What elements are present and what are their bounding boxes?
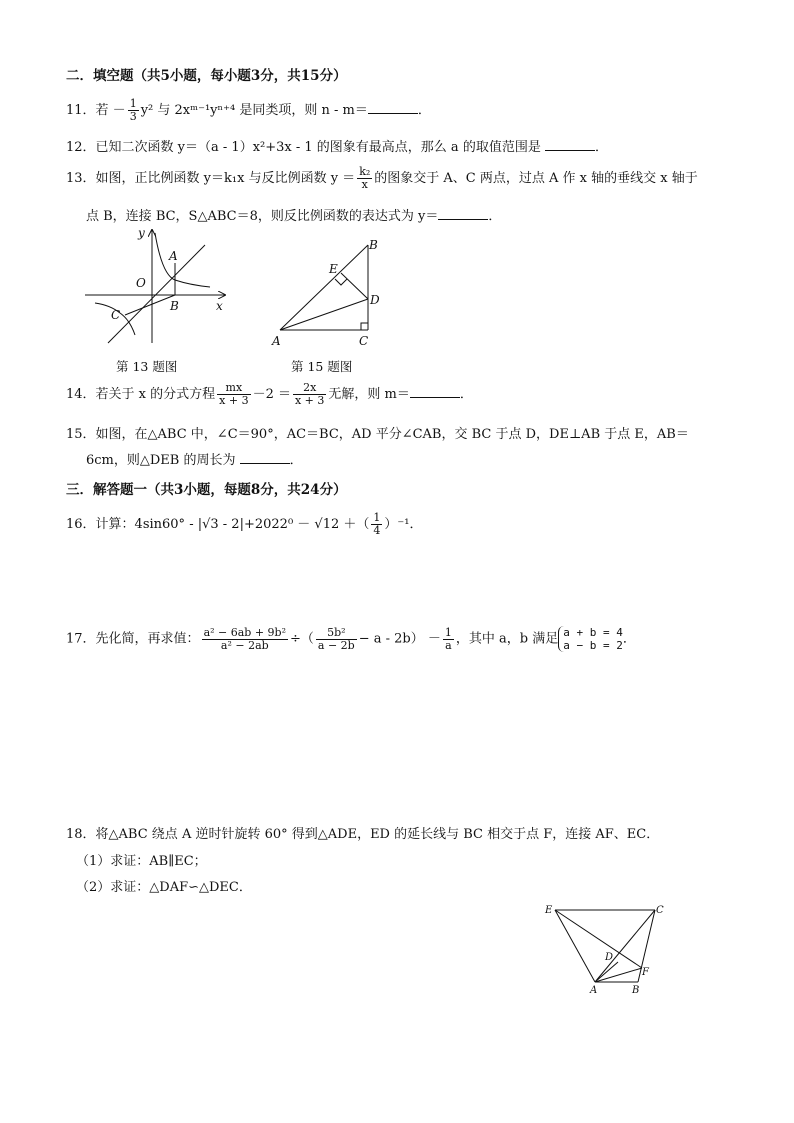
question-11 bbox=[66, 98, 431, 123]
q17-f3-den: a bbox=[445, 638, 452, 652]
q17-f1-den: a² − 2ab bbox=[220, 638, 269, 652]
q16-frac-num: 1 bbox=[373, 511, 381, 524]
label-a: A bbox=[169, 249, 178, 263]
segment-ab bbox=[280, 245, 368, 330]
segment-bc bbox=[125, 295, 175, 315]
q12-answer-blank[interactable] bbox=[545, 138, 595, 151]
q17-f1-num: a² − 6ab + 9b² bbox=[203, 625, 286, 639]
q17-div: ÷（ bbox=[290, 631, 314, 647]
q14-f2-num: 2x bbox=[293, 382, 326, 395]
q14-f2-den: x + 3 bbox=[294, 394, 325, 407]
question-14 bbox=[66, 382, 473, 407]
label-d: D bbox=[605, 952, 614, 963]
q14-mid: －2 ＝ bbox=[252, 387, 291, 402]
segment-ad bbox=[280, 299, 368, 330]
label-d: D bbox=[370, 293, 380, 307]
q11-frac-den: 3 bbox=[129, 110, 137, 123]
question-15 bbox=[66, 423, 689, 442]
q17-f2-num: 5b² bbox=[316, 627, 357, 640]
q14-number: 14． bbox=[66, 387, 96, 402]
q12-text: 已知二次函数 y＝（a - 1）x²+3x - 1 的图象有最高点，那么 a 的取值范围是 bbox=[95, 140, 541, 155]
hyperbola-branch-1 bbox=[155, 233, 210, 287]
question-16 bbox=[66, 512, 422, 537]
q11-post: ． bbox=[417, 103, 431, 118]
q12-post: ． bbox=[594, 140, 608, 155]
q14-f1-num: mx bbox=[217, 382, 250, 395]
q11-fraction bbox=[128, 98, 139, 123]
proportional-line bbox=[108, 245, 205, 343]
q14-pre: 若关于 x 的分式方程 bbox=[95, 387, 216, 402]
label-c: C bbox=[359, 334, 369, 348]
right-angle-e bbox=[335, 279, 347, 285]
q12-number: 12． bbox=[66, 140, 96, 155]
q14-fraction-1 bbox=[217, 382, 250, 407]
label-y: y bbox=[138, 226, 145, 240]
q17-fraction-3 bbox=[443, 627, 454, 652]
label-e: E bbox=[329, 262, 338, 276]
segment-ea bbox=[555, 910, 595, 982]
right-angle-c bbox=[361, 323, 368, 330]
label-c: C bbox=[111, 308, 121, 322]
figure-15-caption: 第 15 题图 bbox=[291, 359, 353, 374]
section2-title: 二．填空题（共5小题，每小题3分，共15分） bbox=[66, 68, 347, 84]
label-f: F bbox=[642, 967, 649, 978]
question-15-line2 bbox=[86, 449, 303, 468]
q13-line1-pre: 如图，正比例函数 y＝k₁x 与反比例函数 y ＝ bbox=[95, 171, 356, 186]
q16-post: ）⁻¹． bbox=[384, 517, 423, 532]
label-a: A bbox=[272, 334, 281, 348]
q15-post: ． bbox=[289, 453, 303, 468]
q17-fraction-1 bbox=[202, 627, 288, 652]
q15-line1: 如图，在△ABC 中，∠C＝90°，AC＝BC，AD 平分∠CAB，交 BC 于点 D，DE⊥AB 于点 E，AB＝ bbox=[95, 427, 689, 442]
figure-18 bbox=[540, 900, 670, 995]
q14-fraction-2 bbox=[293, 382, 326, 407]
figure-15 bbox=[268, 235, 388, 350]
q16-number: 16． bbox=[66, 517, 96, 532]
q17-mid: − a - 2b） － bbox=[358, 631, 441, 647]
label-a: A bbox=[590, 985, 598, 995]
q17-f3-num: 1 bbox=[444, 625, 452, 639]
segment-de bbox=[341, 273, 368, 299]
q13-frac-den: x bbox=[361, 178, 368, 191]
q15-answer-blank[interactable] bbox=[240, 451, 290, 464]
figure-13 bbox=[80, 225, 240, 350]
q17-fraction-2 bbox=[316, 627, 357, 652]
label-o: O bbox=[136, 276, 146, 290]
q18-number: 18． bbox=[66, 827, 96, 842]
question-13 bbox=[66, 166, 698, 191]
q17-number: 17． bbox=[66, 631, 96, 647]
q16-frac-den: 4 bbox=[373, 524, 381, 537]
question-17 bbox=[66, 626, 636, 652]
q14-f1-den: x + 3 bbox=[219, 394, 249, 407]
q11-pre: 若 － bbox=[95, 103, 126, 118]
q17-sys-eq2: a − b = 2 bbox=[563, 639, 623, 652]
q17-end: ． bbox=[622, 631, 636, 647]
q17-sys-eq1: a + b = 4 bbox=[563, 626, 623, 639]
q14-post: 无解，则 m＝ bbox=[328, 387, 410, 402]
q13-answer-blank[interactable] bbox=[438, 207, 488, 220]
q11-answer-blank[interactable] bbox=[368, 101, 418, 114]
question-18 bbox=[66, 823, 659, 842]
segment-ef bbox=[555, 910, 642, 968]
question-13-line2 bbox=[86, 205, 501, 224]
q13-frac-num: k₂ bbox=[359, 165, 371, 178]
label-x: x bbox=[216, 299, 223, 313]
label-b: B bbox=[170, 299, 179, 313]
q13-line1-post: 的图象交于 A、C 两点，过点 A 作 x 轴的垂线交 x 轴于 bbox=[374, 171, 698, 186]
q13-post: ． bbox=[488, 209, 502, 224]
q11-number: 11． bbox=[66, 103, 96, 118]
section3-title: 三．解答题一（共3小题，每题8分，共24分） bbox=[66, 482, 347, 498]
q11-frac-num: 1 bbox=[129, 97, 137, 110]
label-e: E bbox=[545, 905, 553, 916]
q17-post: ，其中 a，b 满足 bbox=[455, 631, 559, 647]
q14-answer-blank[interactable] bbox=[410, 385, 460, 398]
q15-number: 15． bbox=[66, 427, 96, 442]
segment-af bbox=[595, 968, 642, 982]
question-12 bbox=[66, 136, 608, 155]
q17-equation-system bbox=[558, 626, 623, 652]
q13-number: 13． bbox=[66, 171, 96, 186]
q18-part-2: （2）求证：△DAF∽△DEC． bbox=[76, 880, 252, 895]
label-c: C bbox=[656, 905, 664, 916]
q17-pre: 先化简，再求值： bbox=[95, 631, 200, 647]
label-b: B bbox=[632, 985, 640, 995]
q18-text: 将△ABC 绕点 A 逆时针旋转 60° 得到△ADE，ED 的延长线与 BC 相交于点 F，连接 AF、EC． bbox=[95, 827, 660, 842]
q13-fraction bbox=[357, 166, 372, 191]
q15-line2: 6cm，则△DEB 的周长为 bbox=[86, 453, 236, 468]
figure-13-caption: 第 13 题图 bbox=[116, 359, 178, 374]
label-b: B bbox=[369, 238, 378, 252]
q18-part-1: （1）求证：AB∥EC； bbox=[76, 854, 207, 869]
q13-line2: 点 B，连接 BC，S△ABC＝8，则反比例函数的表达式为 y＝ bbox=[86, 209, 439, 224]
q14-end: ． bbox=[459, 387, 473, 402]
q17-f2-den: a − 2b bbox=[317, 638, 355, 652]
q16-fraction bbox=[371, 512, 382, 537]
q16-pre: 计算：4sin60° - |√3 - 2|+2022⁰ － √12 ＋（ bbox=[95, 517, 370, 532]
q11-expr: y² 与 2xᵐ⁻¹yⁿ⁺⁴ 是同类项，则 n - m＝ bbox=[140, 103, 368, 118]
